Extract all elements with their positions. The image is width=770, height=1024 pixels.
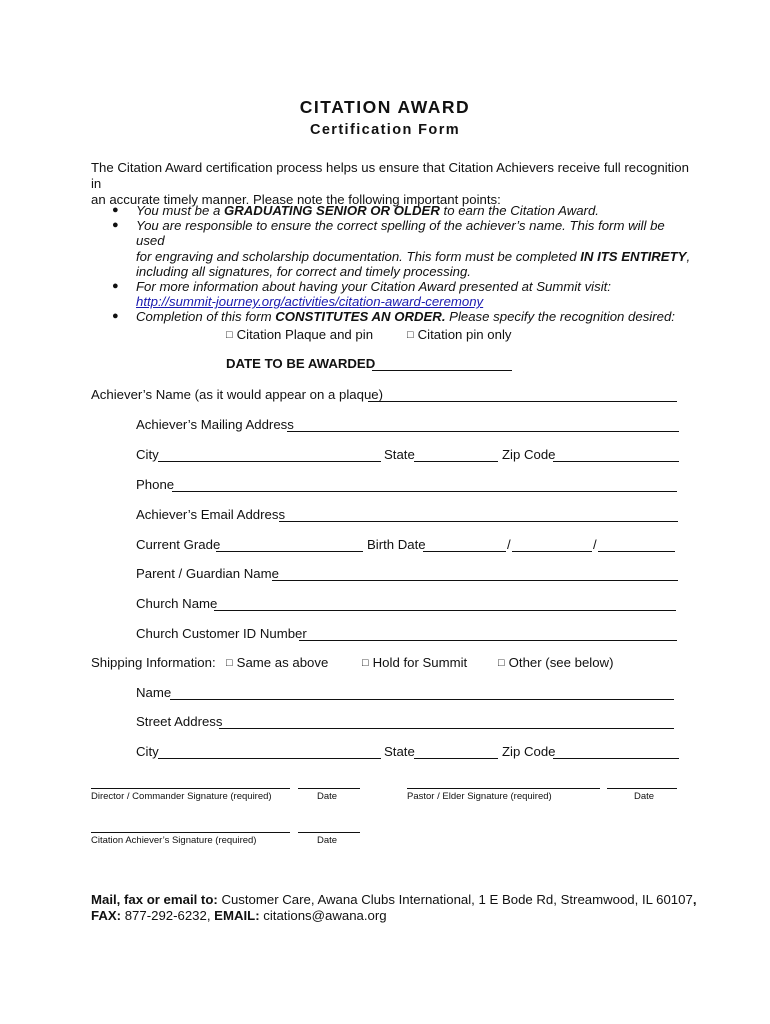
grade-field[interactable] — [216, 551, 363, 552]
guardian-label: Parent / Guardian Name — [136, 566, 279, 581]
pastor-date-field[interactable] — [607, 788, 677, 789]
shipping-name-label: Name — [136, 685, 172, 700]
shipping-state-field[interactable] — [414, 758, 498, 759]
pastor-signature-caption: Pastor / Elder Signature (required) — [407, 791, 552, 802]
date-awarded-field[interactable] — [372, 370, 512, 371]
achiever-name-label: Achiever’s Name (as it would appear on a plaque) — [91, 387, 383, 402]
form-subtitle: Certification Form — [309, 122, 461, 138]
state-field[interactable] — [414, 461, 498, 462]
shipping-city-field[interactable] — [158, 758, 381, 759]
point-graduating-senior: ● You must be a GRADUATING SENIOR OR OLDER to earn the Citation Award. — [112, 203, 599, 218]
guardian-field[interactable] — [272, 580, 678, 581]
point-spelling: ● You are responsible to ensure the correct spelling of the achiever’s name. This form will be used for engraving and scholarship documentation. This form must be completed IN ITS ENTIRETY, including all signatures, for correct and timely processing. — [112, 218, 691, 279]
city-field[interactable] — [158, 461, 381, 462]
important-points-list — [91, 203, 691, 325]
street-address-label: Street Address — [136, 714, 223, 729]
bullet-icon: ● — [112, 310, 119, 323]
shipping-label: Shipping Information: — [91, 655, 216, 670]
footer-fax-line: FAX: 877-292-6232, EMAIL: citations@awana.org — [91, 908, 387, 923]
birth-day-field[interactable] — [512, 551, 592, 552]
achiever-date-caption: Date — [317, 835, 338, 846]
zip-field[interactable] — [553, 461, 679, 462]
achiever-date-field[interactable] — [298, 832, 360, 833]
bullet-icon: ● — [112, 219, 119, 232]
intro-line-2: an accurate timely manner. Please note the following important points: — [91, 192, 501, 207]
achiever-signature-field[interactable] — [91, 832, 290, 833]
shipping-name-field[interactable] — [170, 699, 674, 700]
phone-field[interactable] — [172, 491, 677, 492]
ceremony-link[interactable]: http://summit-journey.org/activities/citation-award-ceremony — [136, 294, 484, 310]
birth-date-label: Birth Date — [367, 537, 426, 552]
birth-year-field[interactable] — [598, 551, 675, 552]
bullet-icon: ● — [112, 204, 119, 216]
phone-label: Phone — [136, 477, 175, 492]
street-address-field[interactable] — [219, 728, 674, 729]
checkbox-icon[interactable]: □ — [498, 657, 505, 669]
shipping-zip-label: Zip Code — [502, 744, 556, 759]
birth-month-field[interactable] — [423, 551, 506, 552]
checkbox-icon[interactable]: □ — [362, 657, 369, 669]
grade-label: Current Grade — [136, 537, 221, 552]
bullet-icon: ● — [112, 280, 119, 293]
option-pin-only[interactable]: □ Citation pin only — [407, 327, 512, 342]
checkbox-icon[interactable]: □ — [226, 329, 233, 341]
checkbox-icon[interactable]: □ — [407, 329, 414, 341]
date-separator: / — [593, 537, 597, 552]
director-date-caption: Date — [317, 791, 338, 802]
pastor-date-caption: Date — [634, 791, 655, 802]
shipping-hold-for-summit[interactable]: □ Hold for Summit — [362, 655, 468, 670]
achiever-signature-caption: Citation Achiever’s Signature (required) — [91, 835, 257, 846]
director-date-field[interactable] — [298, 788, 360, 789]
date-separator: / — [507, 537, 511, 552]
intro-paragraph — [91, 160, 691, 208]
zip-label: Zip Code — [502, 447, 556, 462]
church-field[interactable] — [214, 610, 676, 611]
footer-email[interactable]: citations@awana.org — [259, 908, 387, 923]
city-label: City — [136, 447, 159, 462]
church-id-label: Church Customer ID Number — [136, 626, 307, 641]
footer-mail-line: Mail, fax or email to: Customer Care, Awana Clubs International, 1 E Bode Rd, Streamwood, IL 60107, — [91, 892, 697, 907]
email-field[interactable] — [279, 521, 678, 522]
intro-line-1: The Citation Award certification process helps us ensure that Citation Achievers receive full recognition in — [91, 160, 689, 191]
point-more-info: ● For more information about having your Citation Award presented at Summit visit: http://summit-journey.org/activities/citation-award-ceremony — [112, 279, 611, 310]
state-label: State — [384, 447, 415, 462]
shipping-zip-field[interactable] — [553, 758, 679, 759]
point-constitutes-order: ● Completion of this form CONSTITUTES AN ORDER. Please specify the recognition desired: — [112, 309, 675, 325]
director-signature-field[interactable] — [91, 788, 290, 789]
mailing-address-label: Achiever’s Mailing Address — [136, 417, 294, 432]
email-label: Achiever’s Email Address — [136, 507, 286, 522]
achiever-name-field[interactable] — [368, 401, 677, 402]
director-signature-caption: Director / Commander Signature (required) — [91, 791, 272, 802]
checkbox-icon[interactable]: □ — [226, 657, 233, 669]
shipping-same-as-above[interactable]: □ Same as above — [226, 655, 329, 670]
shipping-state-label: State — [384, 744, 415, 759]
pastor-signature-field[interactable] — [407, 788, 600, 789]
form-title: CITATION AWARD — [299, 97, 471, 117]
church-label: Church Name — [136, 596, 218, 611]
mailing-address-field[interactable] — [287, 431, 679, 432]
date-awarded-label: DATE TO BE AWARDED — [226, 356, 376, 371]
footer-contact — [91, 892, 696, 924]
shipping-other[interactable]: □ Other (see below) — [498, 655, 614, 670]
church-id-field[interactable] — [299, 640, 677, 641]
shipping-city-label: City — [136, 744, 159, 759]
option-plaque-and-pin[interactable]: □ Citation Plaque and pin — [226, 327, 374, 342]
